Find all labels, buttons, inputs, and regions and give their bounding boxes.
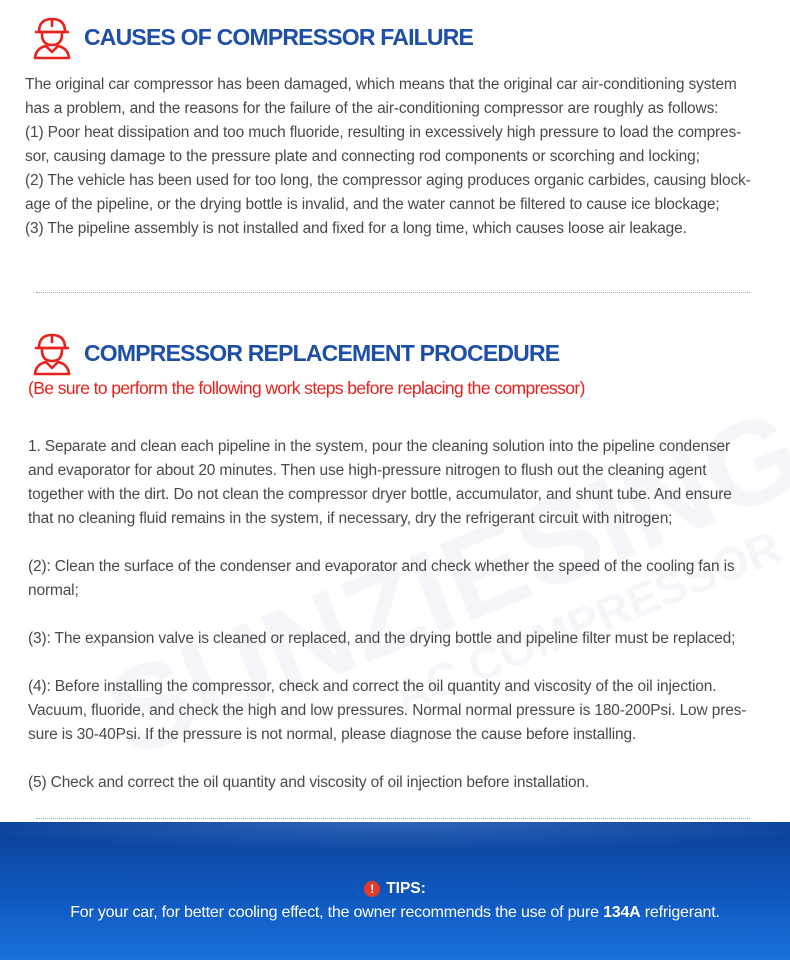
footer-glow [0, 822, 790, 852]
tips-text-after: refrigerant. [640, 904, 720, 921]
tips-text [0, 904, 790, 922]
step-2: (2): Clean the surface of the condenser and evaporator and check whether the speed of the cooling fan is normal; [28, 558, 735, 599]
step-5: (5) Check and correct the oil quantity and viscosity of oil injection before installation. [28, 774, 590, 791]
section2-subtitle: (Be sure to perform the following work steps before replacing the compressor) [28, 378, 585, 398]
alert-icon: ! [364, 881, 380, 897]
step-1: 1. Separate and clean each pipeline in the system, pour the cleaning solution into the pipeline condenser and evaporator for about 20 minutes. Then use high-pressure nitrogen to flush out the cleaning agent together with the dirt. Do not clean the compressor dryer bottle, accumulator, and shunt tube. And ensure that no cleaning fluid remains in the system, if necessary, dry the refrigerant circuit with nitrogen; [28, 438, 732, 527]
tips-text-bold: 134A [603, 904, 641, 921]
step-4: (4): Before installing the compressor, check and correct the oil quantity and viscosity of the oil injection. Vacuum, fluoride, and check the high and low pressures. Normal normal pressure is 180-200Psi. Low pres- sure is 30-40Psi. If the pressure is not normal, please diagnose the cause before installing. [28, 678, 747, 743]
tips-text-before: For your car, for better cooling effect, the owner recommends the use of pure [70, 904, 604, 921]
divider-bottom [36, 818, 750, 819]
section1-header [30, 14, 473, 60]
worker-helmet-icon [30, 330, 74, 376]
tips-heading [0, 880, 790, 898]
step-3: (3): The expansion valve is cleaned or replaced, and the drying bottle and pipeline filter must be replaced; [28, 630, 736, 647]
section1-title: CAUSES OF COMPRESSOR FAILURE [84, 23, 474, 50]
worker-helmet-icon [30, 14, 74, 60]
section1-body: The original car compressor has been damaged, which means that the original car air-conditioning system has a problem, and the reasons for the failure of the air-conditioning compressor are roughly as follows: (1) Poor heat dissipation and too much fluoride, resulting in excessively high pressure to load the compres- sor, causing damage to the pressure plate and connecting rod components or scorching and locking; (2) The vehicle has been used for too long, the compressor aging produces organic carbides, causing block- age of the pipeline, or the drying bottle is invalid, and the water cannot be filtered to cause ice blockage; (3) The pipeline assembly is not installed and fixed for a long time, which causes loose air leakage. [25, 76, 751, 237]
tips-label: TIPS: [386, 880, 426, 897]
divider-top [36, 292, 750, 293]
section2-header [30, 330, 559, 376]
tips-footer [0, 822, 790, 960]
section2-title: COMPRESSOR REPLACEMENT PROCEDURE [84, 339, 560, 366]
